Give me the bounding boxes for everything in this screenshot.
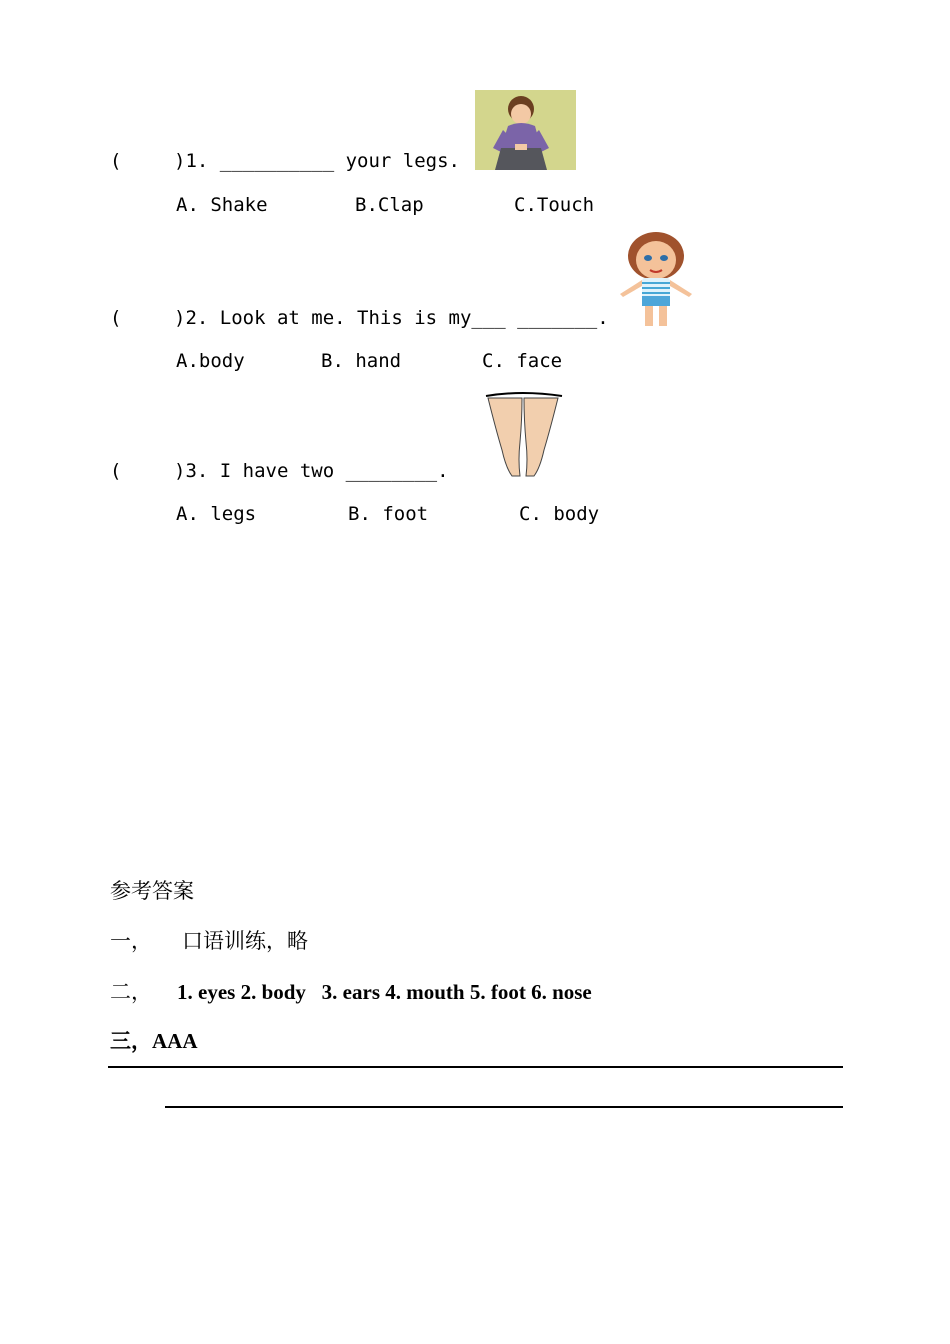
q2-option-b: B. hand [321, 350, 402, 372]
q3-stem: )3. I have two ________. [174, 460, 449, 482]
q3-paren: ( [110, 460, 122, 482]
divider-line [108, 1066, 843, 1068]
answers-line1-text: 口语训练，略 [182, 929, 308, 953]
boy-crossing-legs-image [475, 90, 576, 170]
q2-option-a: A.body [176, 350, 245, 372]
q3-option-b: B. foot [348, 503, 429, 525]
answers-line2-label: 二， [110, 980, 152, 1004]
answers-line1-label: 一， [110, 929, 152, 953]
q2-paren: ( [110, 307, 122, 329]
answers-heading: 参考答案 [110, 879, 194, 903]
footer-line [165, 1106, 843, 1108]
q3-option-a: A. legs [176, 503, 257, 525]
answers-line3: 三，AAA [110, 1029, 198, 1053]
q1-stem: )1. __________ your legs. [174, 150, 460, 172]
q1-option-b: B.Clap [355, 194, 424, 216]
pair-of-legs-image [478, 390, 568, 480]
q1-option-c: C.Touch [514, 194, 595, 216]
answers-line2-text: 1. eyes 2. body 3. ears 4. mouth 5. foot 6. nose [177, 980, 592, 1004]
q3-option-c: C. body [519, 503, 600, 525]
girl-full-body-image [606, 230, 710, 328]
q1-option-a: A. Shake [176, 194, 268, 216]
q2-stem: )2. Look at me. This is my___ _______. [174, 307, 609, 329]
q2-option-c: C. face [482, 350, 563, 372]
q1-paren: ( [110, 150, 122, 172]
